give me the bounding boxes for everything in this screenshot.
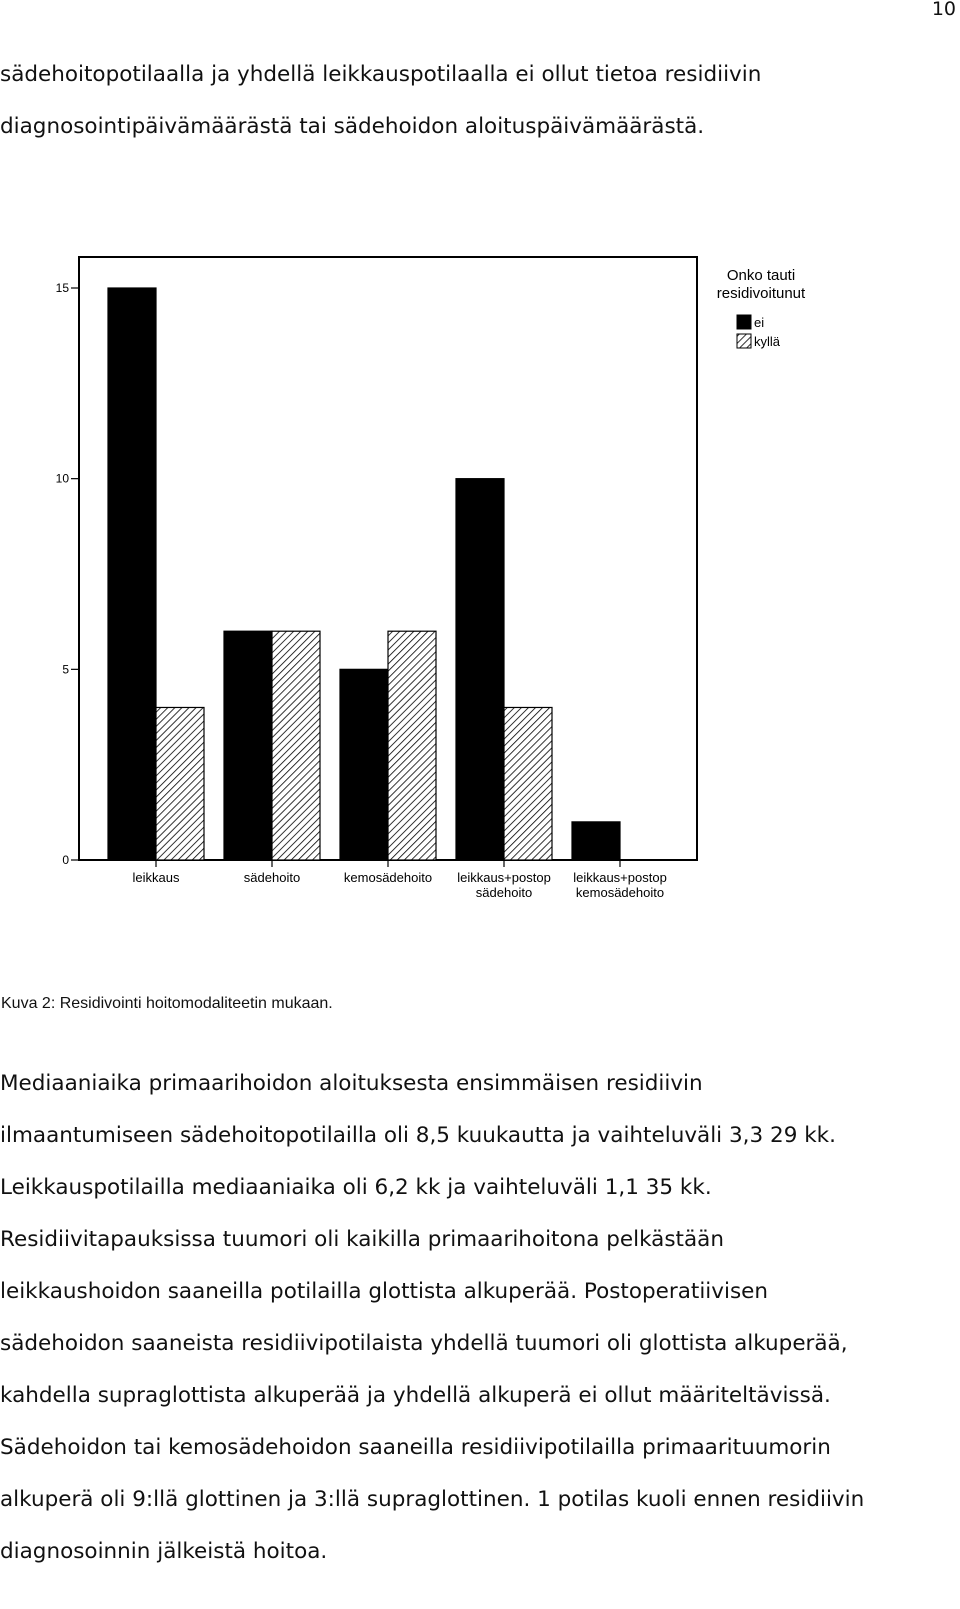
text-line: sädehoidon saaneista residiivipotilaista yhdellä tuumori oli glottista alkuperää, bbox=[0, 1331, 848, 1356]
text-line: Residiivitapauksissa tuumori oli kaikilla primaarihoitona pelkästään bbox=[0, 1227, 724, 1252]
bars bbox=[108, 288, 620, 860]
bar-kyllä bbox=[504, 707, 552, 860]
y-tick-label: 0 bbox=[62, 853, 69, 867]
bar-ei bbox=[340, 669, 388, 860]
x-axis-labels bbox=[133, 860, 667, 900]
text-line: alkuperä oli 9:llä glottinen ja 3:llä supraglottinen. 1 potilas kuoli ennen residiivin bbox=[0, 1487, 865, 1512]
bar-ei bbox=[456, 479, 504, 860]
x-tick-label: sädehoito bbox=[243, 870, 301, 885]
y-tick-label: 15 bbox=[55, 281, 69, 295]
legend-swatch-ei bbox=[737, 315, 751, 329]
bar-ei bbox=[572, 822, 620, 860]
legend-label-kyllä: kyllä bbox=[754, 334, 781, 349]
text-line: diagnosoinnin jälkeistä hoitoa. bbox=[0, 1539, 328, 1564]
legend-title: residivoitunut bbox=[716, 285, 806, 302]
x-tick-label: kemosädehoito bbox=[575, 885, 665, 900]
legend-swatch-kyllä bbox=[737, 334, 751, 348]
legend-label-ei: ei bbox=[754, 315, 765, 330]
text-line: leikkaushoidon saaneilla potilailla glottista alkuperää. Postoperatiivisen bbox=[0, 1279, 769, 1304]
body-paragraph bbox=[0, 1058, 955, 1578]
text-line: sädehoitopotilaalla ja yhdellä leikkauspotilaalla ei ollut tietoa residiivin bbox=[0, 62, 762, 87]
x-tick-label: sädehoito bbox=[475, 885, 533, 900]
x-tick-label: kemosädehoito bbox=[343, 870, 433, 885]
bar-chart bbox=[40, 255, 806, 905]
bar-ei bbox=[108, 288, 156, 860]
bar-ei bbox=[224, 631, 272, 860]
text-line: Sädehoidon tai kemosädehoidon saaneilla residiivipotilailla primaarituumorin bbox=[0, 1435, 831, 1460]
x-tick-label: leikkaus bbox=[132, 870, 180, 885]
y-axis bbox=[56, 281, 79, 867]
text-line: ilmaantumiseen sädehoitopotilailla oli 8,5 kuukautta ja vaihteluväli 3,3 29 kk. bbox=[0, 1123, 836, 1148]
text-line: diagnosointipäivämäärästä tai sädehoidon aloituspäivämäärästä. bbox=[0, 114, 705, 139]
y-tick-label: 5 bbox=[62, 662, 69, 677]
text-line: Mediaaniaika primaarihoidon aloituksesta ensimmäisen residiivin bbox=[0, 1071, 703, 1096]
y-tick-label: 10 bbox=[55, 471, 69, 486]
legend bbox=[717, 267, 806, 349]
bar-kyllä bbox=[156, 707, 204, 860]
intro-paragraph bbox=[0, 49, 955, 153]
text-line: Leikkauspotilailla mediaaniaika oli 6,2 kk ja vaihteluväli 1,1 35 kk. bbox=[0, 1175, 712, 1200]
x-tick-label: leikkaus+postop bbox=[457, 870, 551, 885]
x-tick-label: leikkaus+postop bbox=[573, 870, 667, 885]
bar-kyllä bbox=[388, 631, 436, 860]
legend-title: Onko tauti bbox=[726, 267, 796, 284]
page-number: 10 bbox=[931, 0, 956, 20]
text-line: kahdella supraglottista alkuperää ja yhdellä alkuperä ei ollut määriteltävissä. bbox=[0, 1383, 831, 1408]
bar-kyllä bbox=[272, 631, 320, 860]
figure-caption: Kuva 2: Residivointi hoitomodaliteetin mukaan. bbox=[1, 995, 333, 1012]
